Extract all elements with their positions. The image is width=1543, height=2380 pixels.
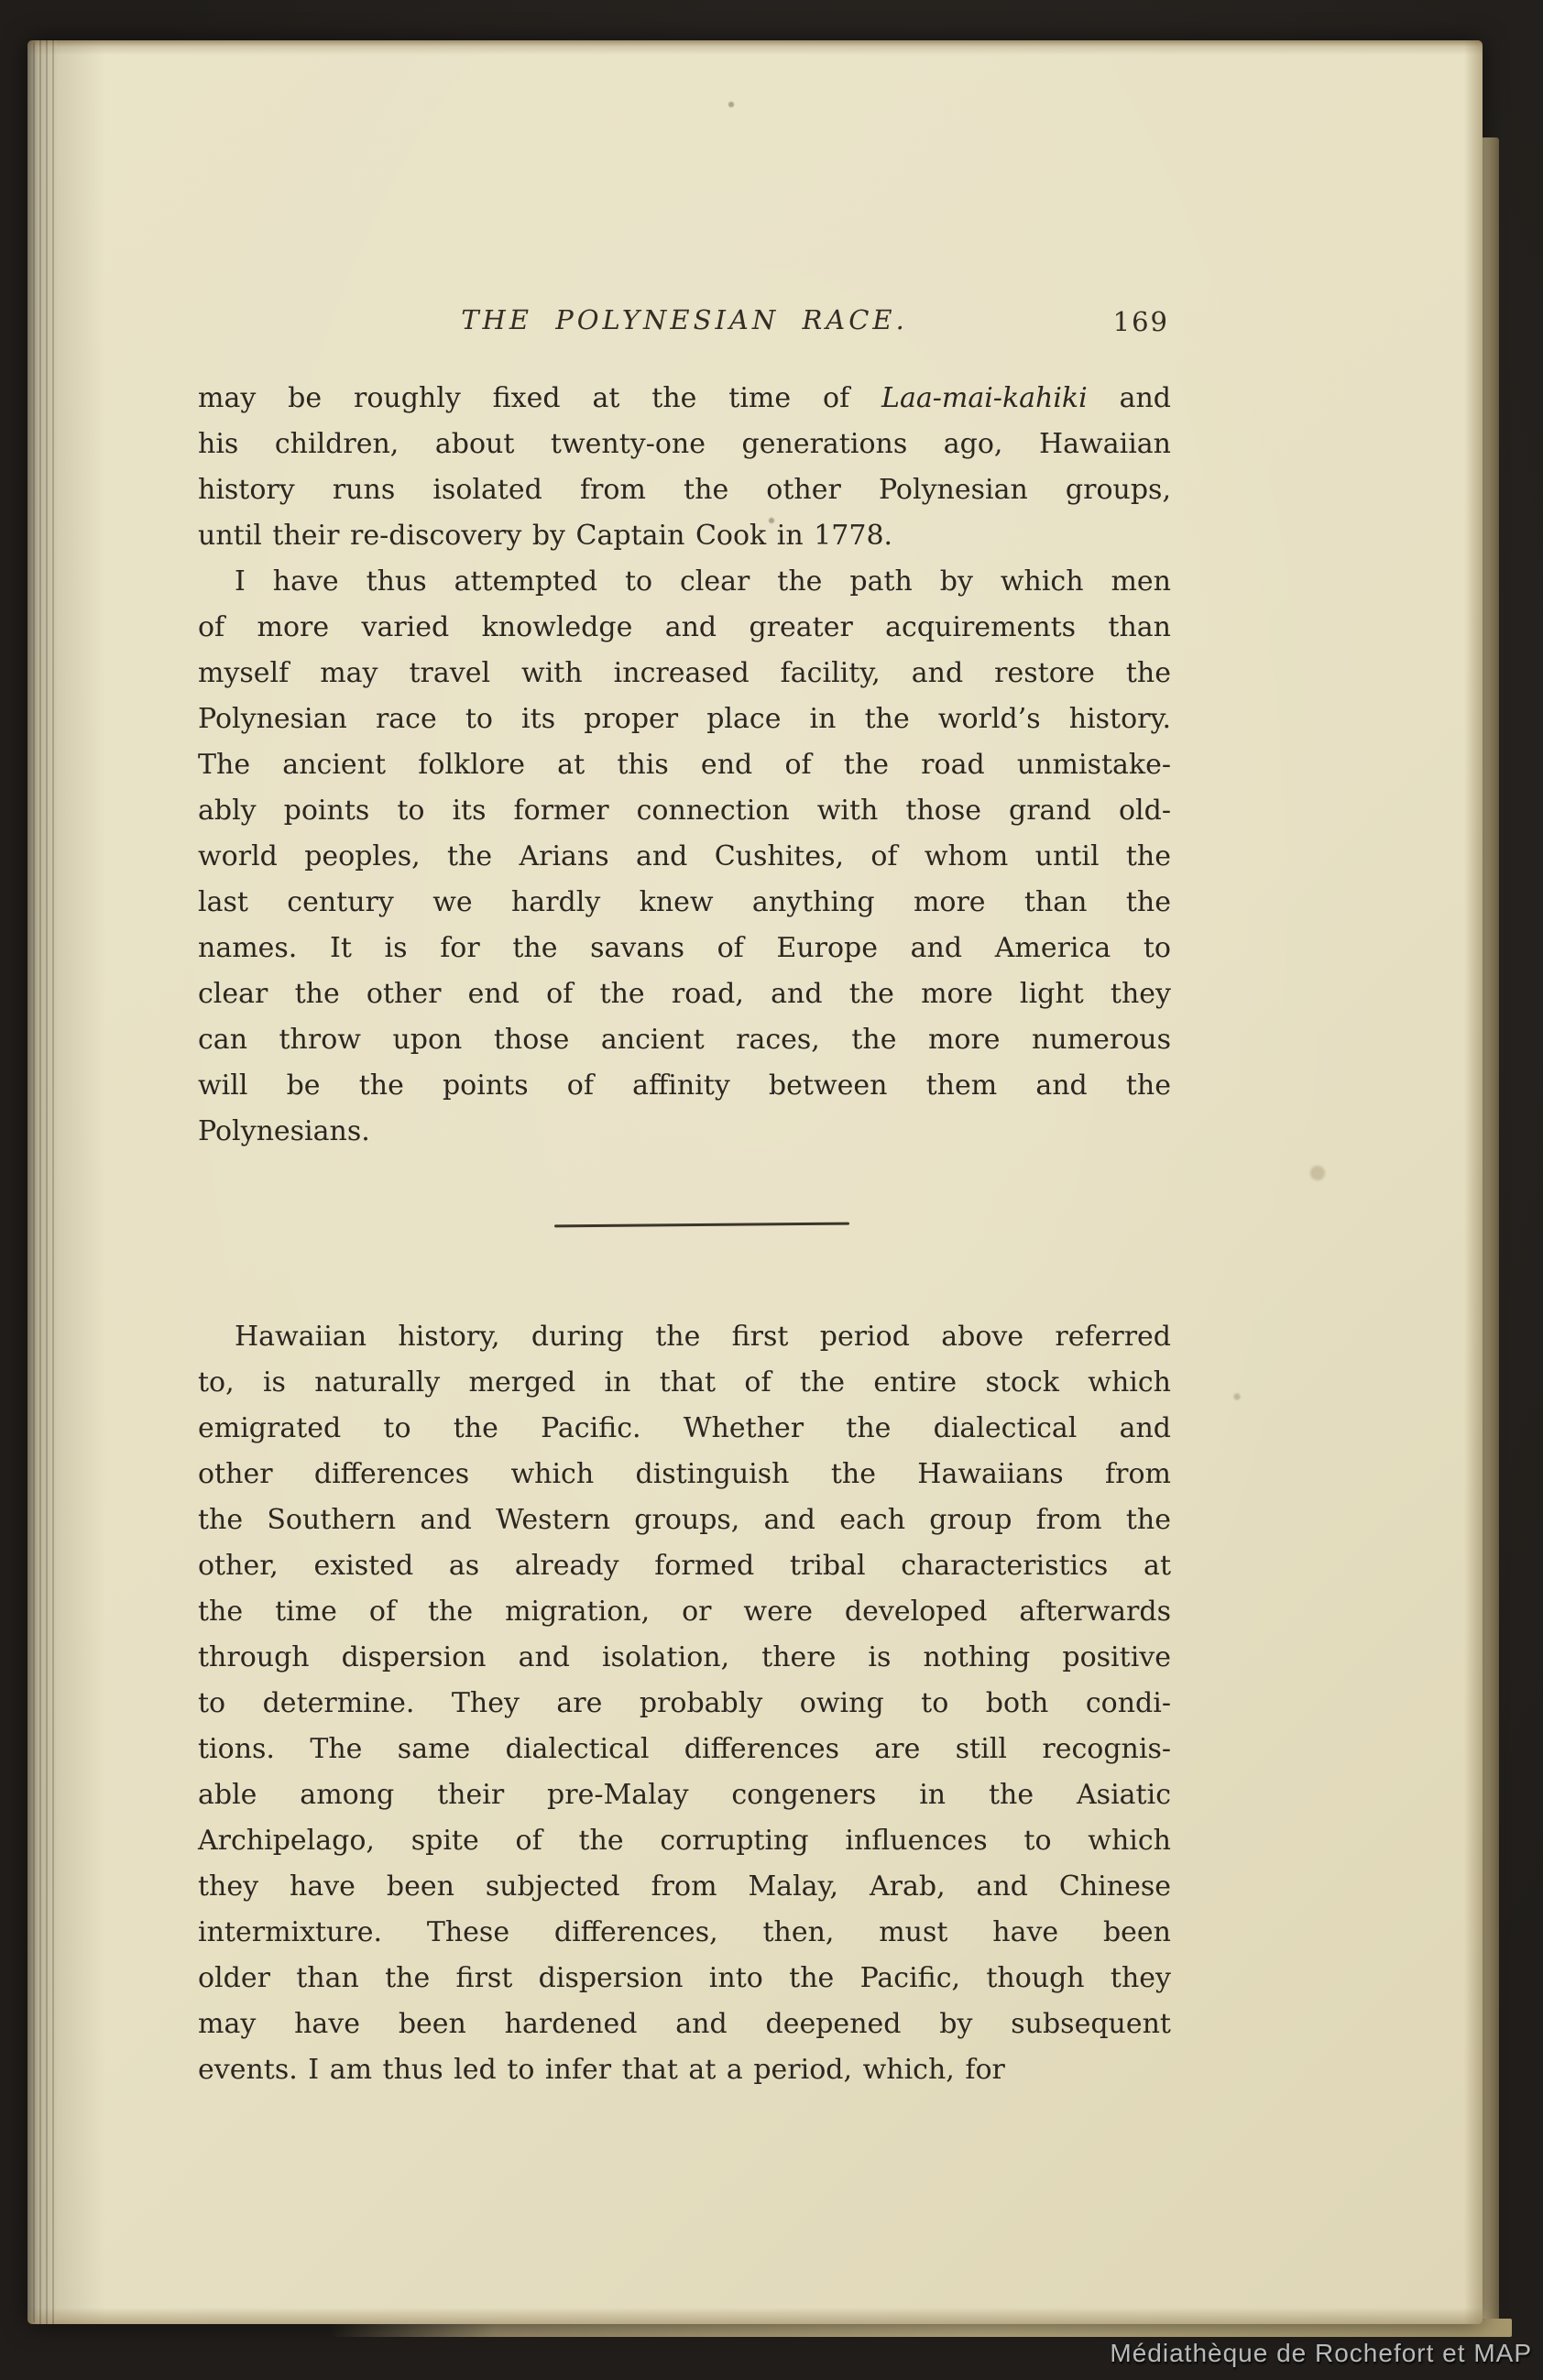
text-line: clear the other end of the road, and the more light they <box>198 978 1171 1010</box>
text-line: Polynesian race to its proper place in the world’s history. <box>198 703 1171 735</box>
text-line: emigrated to the Pacific. Whether the dialectical and <box>198 1412 1171 1444</box>
text-line: until their re-discovery by Captain Cook in 1778. <box>198 520 893 552</box>
text-line: the time of the migration, or were developed afterwards <box>198 1596 1171 1628</box>
text-line: The ancient folklore at this end of the road unmistake- <box>198 749 1171 781</box>
text-section-bottom <box>198 1314 1171 2093</box>
text-line: of more varied knowledge and greater acquirements than <box>198 611 1171 643</box>
running-header-title: THE POLYNESIAN RACE. <box>461 304 908 335</box>
text-line: history runs isolated from the other Polynesian groups, <box>198 474 1171 506</box>
text-line: Hawaiian history, during the first period above referred <box>235 1321 1171 1353</box>
text-line: may have been hardened and deepened by subsequent <box>198 2008 1171 2040</box>
section-divider-rule <box>554 1223 849 1228</box>
text-line: world peoples, the Arians and Cushites, of whom until the <box>198 840 1171 872</box>
paragraph <box>198 1314 1171 2093</box>
text-line: names. It is for the savans of Europe and America to <box>198 932 1171 964</box>
page-number: 169 <box>1112 306 1169 337</box>
book-page <box>27 40 1483 2324</box>
text-line: his children, about twenty-one generations ago, Hawaiian <box>198 428 1171 460</box>
text-line: able among their pre-Malay congeners in the Asiatic <box>198 1779 1171 1811</box>
text-section-top <box>198 376 1171 1155</box>
text-line: older than the first dispersion into the Pacific, though they <box>198 1962 1171 1994</box>
running-header <box>198 304 1171 345</box>
text-line: they have been subjected from Malay, Arab, and Chinese <box>198 1870 1171 1903</box>
text-line: intermixture. These differences, then, must have been <box>198 1916 1171 1948</box>
text-line: Archipelago, spite of the corrupting influences to which <box>198 1825 1171 1857</box>
text-line: other, existed as already formed tribal characteristics at <box>198 1550 1171 1582</box>
text-line: other differences which distinguish the Hawaiians from <box>198 1458 1171 1490</box>
text-line: events. I am thus led to infer that at a period, which, for <box>198 2054 1005 2086</box>
text-line: myself may travel with increased facility, and restore the <box>198 657 1171 689</box>
text-line: to determine. They are probably owing to both condi- <box>198 1687 1171 1719</box>
text-line: will be the points of affinity between them and the <box>198 1069 1171 1102</box>
text-line: I have thus attempted to clear the path by which men <box>235 565 1171 598</box>
text-line: tions. The same dialectical differences are still recognis- <box>198 1733 1171 1765</box>
library-watermark: Médiathèque de Rochefort et MAP <box>1110 2339 1532 2367</box>
text-line: last century we hardly knew anything more than the <box>198 886 1171 918</box>
paragraph <box>198 376 1171 559</box>
text-line: ably points to its former connection with those grand old- <box>198 795 1171 827</box>
paragraph <box>198 559 1171 1155</box>
text-line: the Southern and Western groups, and each group from the <box>198 1504 1171 1536</box>
text-line: through dispersion and isolation, there is nothing positive <box>198 1641 1171 1673</box>
text-line: may be roughly fixed at the time of Laa-mai-kahiki and <box>198 382 1171 414</box>
text-line: Polynesians. <box>198 1115 370 1147</box>
text-line: to, is naturally merged in that of the entire stock which <box>198 1366 1171 1398</box>
text-line: can throw upon those ancient races, the more numerous <box>198 1024 1171 1056</box>
